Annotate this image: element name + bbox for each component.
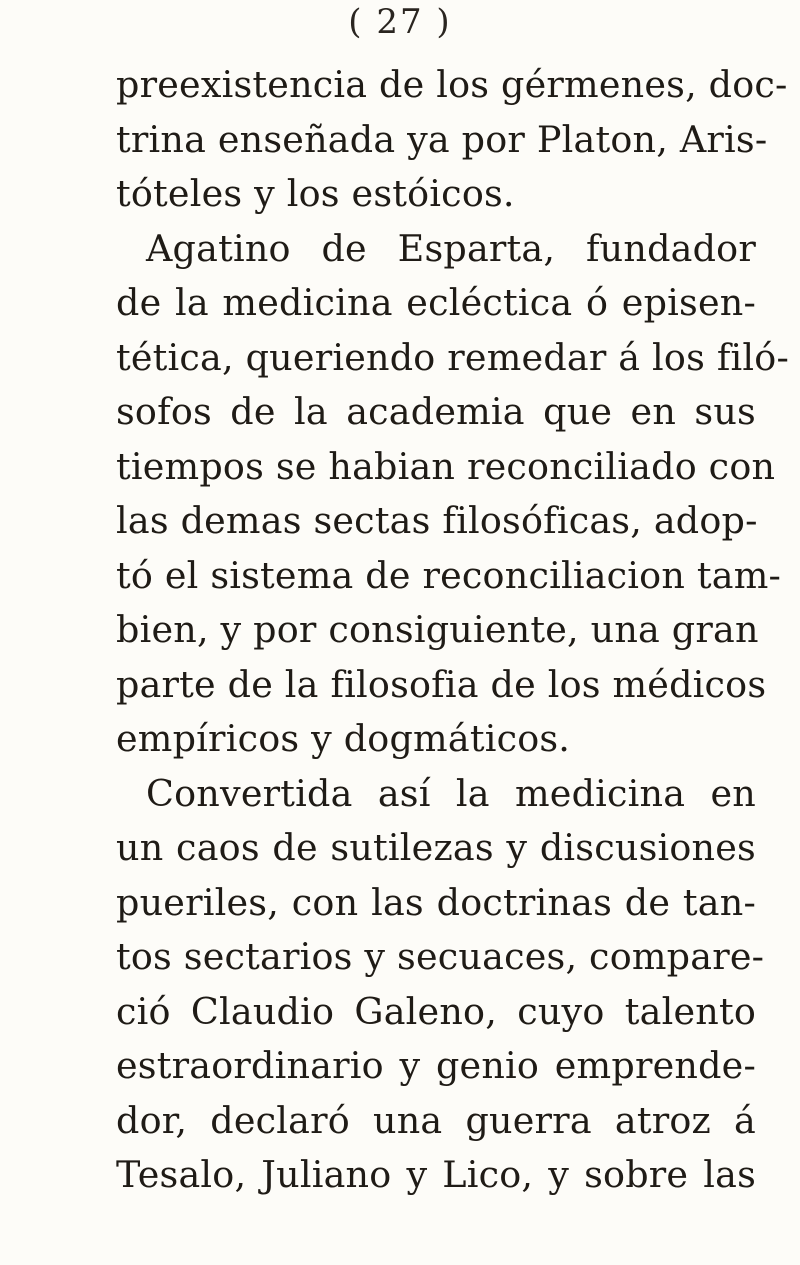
text-line: parte de la filosofia de los médicos [116,662,767,706]
text-line: sofos de la academia que en sus [116,390,756,433]
text-line: tos sectarios y secuaces, compare- [116,935,765,978]
text-line: tó el sistema de reconciliacion tam- [116,553,782,597]
text-line: estraordinario y genio emprende- [116,1044,756,1087]
body-text [116,58,790,1203]
page-number: ( 27 ) [348,2,452,42]
text-line: bien, y por consiguiente, una gran [116,608,759,651]
text-line: tóteles y los estóicos. [116,172,515,215]
text-line: preexistencia de los gérmenes, doc- [116,63,788,106]
text-line: empíricos y dogmáticos. [116,717,571,760]
paragraph-start-line: Agatino de Esparta, fundador [146,226,756,270]
text-line: de la medicina ecléctica ó episen- [116,281,756,324]
text-line: ció Claudio Galeno, cuyo talento [116,989,756,1033]
text-line: trina enseñada ya por Platon, Aris- [116,117,768,161]
text-line: pueriles, con las doctrinas de tan- [116,880,756,924]
text-line: las demas sectas filosóficas, adop- [116,499,758,542]
text-line: tética, queriendo remedar á los filó- [116,335,790,379]
paragraph-start-line: Convertida así la medicina en [146,771,756,815]
text-line: Tesalo, Juliano y Lico, y sobre las [116,1153,756,1196]
text-line: un caos de sutilezas y discusiones [116,826,756,869]
text-line: tiempos se habian reconciliado con [116,444,776,488]
text-line: dor, declaró una guerra atroz á [116,1098,756,1142]
